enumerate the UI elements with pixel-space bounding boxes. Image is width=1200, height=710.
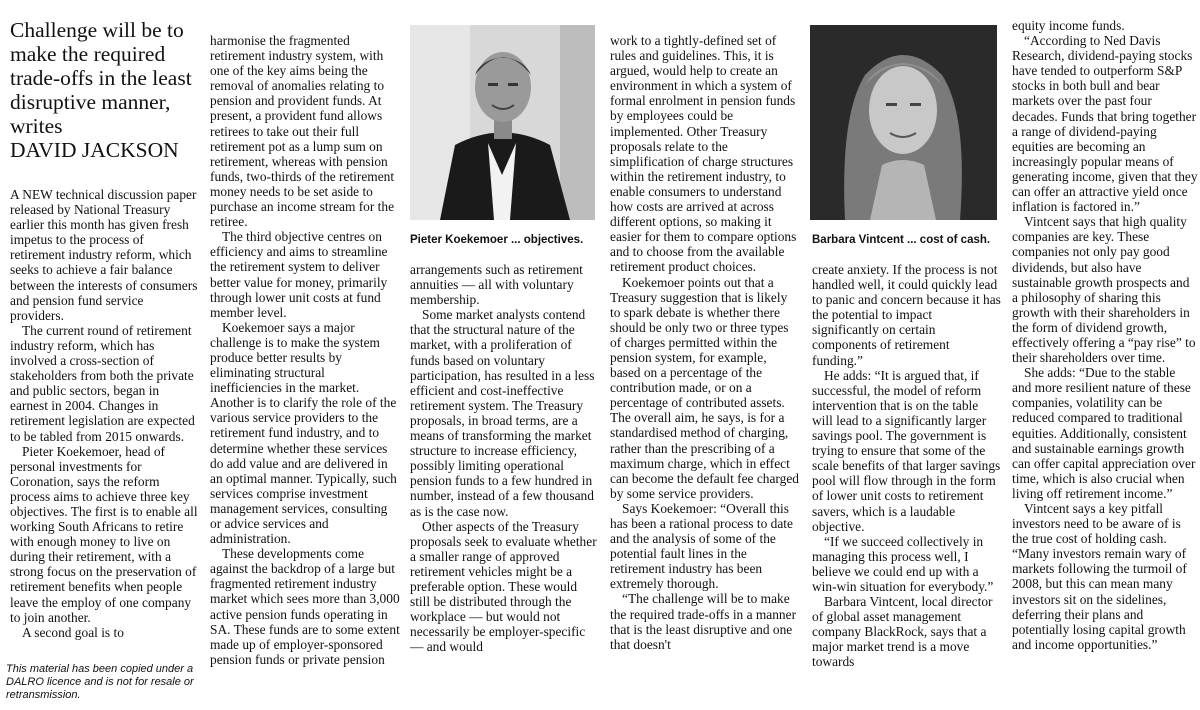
paragraph: “According to Ned Davis Research, dividend-paying stocks have tended to outperform S&P stocks in both bull and bear markets over the past four decades. Funds that bring together a range of dividend-paying equities are becoming an increasingly popular means of generating income, given that they can offer an attractive yield once inflation is factored in.” <box>1012 33 1198 215</box>
photo-barbara-vintcent <box>810 25 997 220</box>
paragraph: She adds: “Due to the stable and more resilient nature of these companies, volatility can be reduced compared to traditional equities. Additionally, consistent and sustainable earnings growth can offer capital appreciation over time, which is also crucial when living off retirement income.” <box>1012 365 1196 501</box>
photo-caption-koekemoer: Pieter Koekemoer ... objectives. <box>410 234 584 246</box>
photo-caption-vintcent: Barbara Vintcent ... cost of cash. <box>812 234 991 246</box>
paragraph: The current round of retirement industry reform, which has involved a cross-section of stakeholders from both the private and public sectors, began in earnest in 2004. Changes in retirement legislation are expected to be tabled from 2015 onwards. <box>10 322 195 444</box>
paragraph: Koekemoer points out that a Treasury suggestion that is likely to spark debate is whether there should be only two or three types of charges permitted within the pension system, for example, based on a percentage of the contribution made, or on a percentage of contributed assets. The overall aim, he says, is for a standardised method of charging, rather than the prescribing of a maximum charge, which in effect can become the default fee charged by some service providers. <box>610 274 799 501</box>
paragraph: Some market analysts contend that the structural nature of the market, with a proliferation of funds based on voluntary participation, has resulted in a less efficient and cost-ineffective retirement system. The Treasury proposals, in broad terms, are a means of transforming the market structure to increase efficiency, possibly limiting operational pension funds to a few hundred in number, instead of a few thousand as is the case now. <box>410 307 595 519</box>
paragraph: arrangements such as retirement annuities — all with voluntary membership. <box>410 262 583 308</box>
portrait-image <box>810 25 997 220</box>
copyright-disclaimer: This material has been copied under a DALRO licence and is not for resale or retransmission. <box>6 663 194 701</box>
paragraph: The third objective centres on efficiency and aims to streamline the retirement system to deliver better value for money, primarily through lower unit costs at fund member level. <box>210 229 388 320</box>
paragraph: Says Koekemoer: “Overall this has been a rational process to date and the analysis of some of the potential fault lines in the retirement industry has been extremely thorough. <box>610 500 793 592</box>
column-2 <box>210 33 400 667</box>
paragraph: Koekemoer says a major challenge is to make the system produce better results by eliminating structural inefficiencies in the market. Another is to clarify the role of the various service providers to the retirement fund industry, and to determine whether these services do add value and are delivered in an optimal manner. Typically, such services comprise investment management services, consulting or advice services and administration. <box>210 319 397 547</box>
paragraph: He adds: “It is argued that, if successful, the model of reform intervention that is on the table will lead to a significantly larger savings pool. The government is trying to ensure that some of the scale benefits of that larger savings pool will flow through in the form of lower unit costs to retirement savers, which is a laudable objective. <box>812 367 1001 534</box>
paragraph: A NEW technical discussion paper released by National Treasury earlier this month has given fresh impetus to the process of retirement industry reform, which seeks to achieve a fair balance between the interests of consumers and pension fund service providers. <box>10 187 198 323</box>
photo-pieter-koekemoer <box>410 25 595 220</box>
column-5 <box>812 262 1002 670</box>
paragraph: Vintcent says that high quality companies are key. These companies not only pay good dividends, but also have sustainable growth prospects and a philosophy of sharing this growth with their shareholders in the form of dividend growth, effectively offering a “pay rise” to their shareholders over time. <box>1012 214 1196 366</box>
paragraph: Pieter Koekemoer, head of personal investments for Coronation, says the reform process aims to achieve three key objectives. The first is to enable all working South Africans to retire with enough money to live on during their retirement, with a strong focus on the preservation of retirement benefits when people leave the employ of one company to join another. <box>10 443 198 625</box>
paragraph: Vintcent says a key pitfall investors need to be aware of is the true cost of holding cash. “Many investors remain wary of markets following the turmoil of 2008, but this can mean many investors sit on the sidelines, deferring their plans and potentially losing capital growth and income opportunities.” <box>1012 501 1187 652</box>
article-headline <box>10 18 205 162</box>
paragraph: create anxiety. If the process is not handled well, it could quickly lead to panic and concern because it has the potential to impact significantly on certain components of retirement funding.” <box>812 262 1001 368</box>
paragraph: equity income funds. <box>1012 18 1125 33</box>
paragraph: “If we succeed collectively in managing this process well, I believe we could end up with a win-win situation for everybody.” <box>812 533 994 594</box>
headline-text: Challenge will be to make the required trade-offs in the least disruptive manner, writes <box>10 18 192 138</box>
column-3 <box>410 262 600 654</box>
paragraph: Barbara Vintcent, local director of global asset management company BlackRock, says that a major market trend is a move towards <box>812 594 993 670</box>
paragraph: harmonise the fragmented retirement industry system, with one of the key aims being the removal of anomalies relating to pension and provident funds. At present, a provident fund allows retirees to take out their full retirement pot as a lump sum on retirement, whereas with pension funds, two-thirds of the retirement money needs to be set aside to purchase an income stream for the retiree. <box>210 33 395 230</box>
portrait-image <box>410 25 595 220</box>
paragraph: work to a tightly-defined set of rules and guidelines. This, it is argued, would help to create an environment in which a system of formal enrolment in pension funds by employees could be implemented. Other Treasury proposals relate to the simplification of charge structures within the retirement industry, to enable consumers to understand how costs are arrived at across different options, so making it easier for them to compare options and to choose from the available retirement product choices. <box>610 33 797 275</box>
paragraph: Other aspects of the Treasury proposals seek to evaluate whether a smaller range of approved retirement vehicles might be a preferable option. These would still be distributed through the workplace — but would not necessarily be employer-specific — and would <box>410 518 597 655</box>
paragraph: “The challenge will be to make the required trade-offs in a manner that is the least disruptive and one that doesn't <box>610 591 797 652</box>
paragraph: A second goal is to <box>22 624 124 640</box>
column-4 <box>610 33 800 652</box>
byline: DAVID JACKSON <box>10 138 179 162</box>
column-6 <box>1012 18 1198 652</box>
paragraph: These developments come against the backdrop of a large but fragmented retirement industry market which sees more than 3,000 active pension funds operating in SA. These funds are to some extent made up of employer-sponsored pension funds or private pension <box>210 546 400 667</box>
column-1 <box>10 187 200 640</box>
